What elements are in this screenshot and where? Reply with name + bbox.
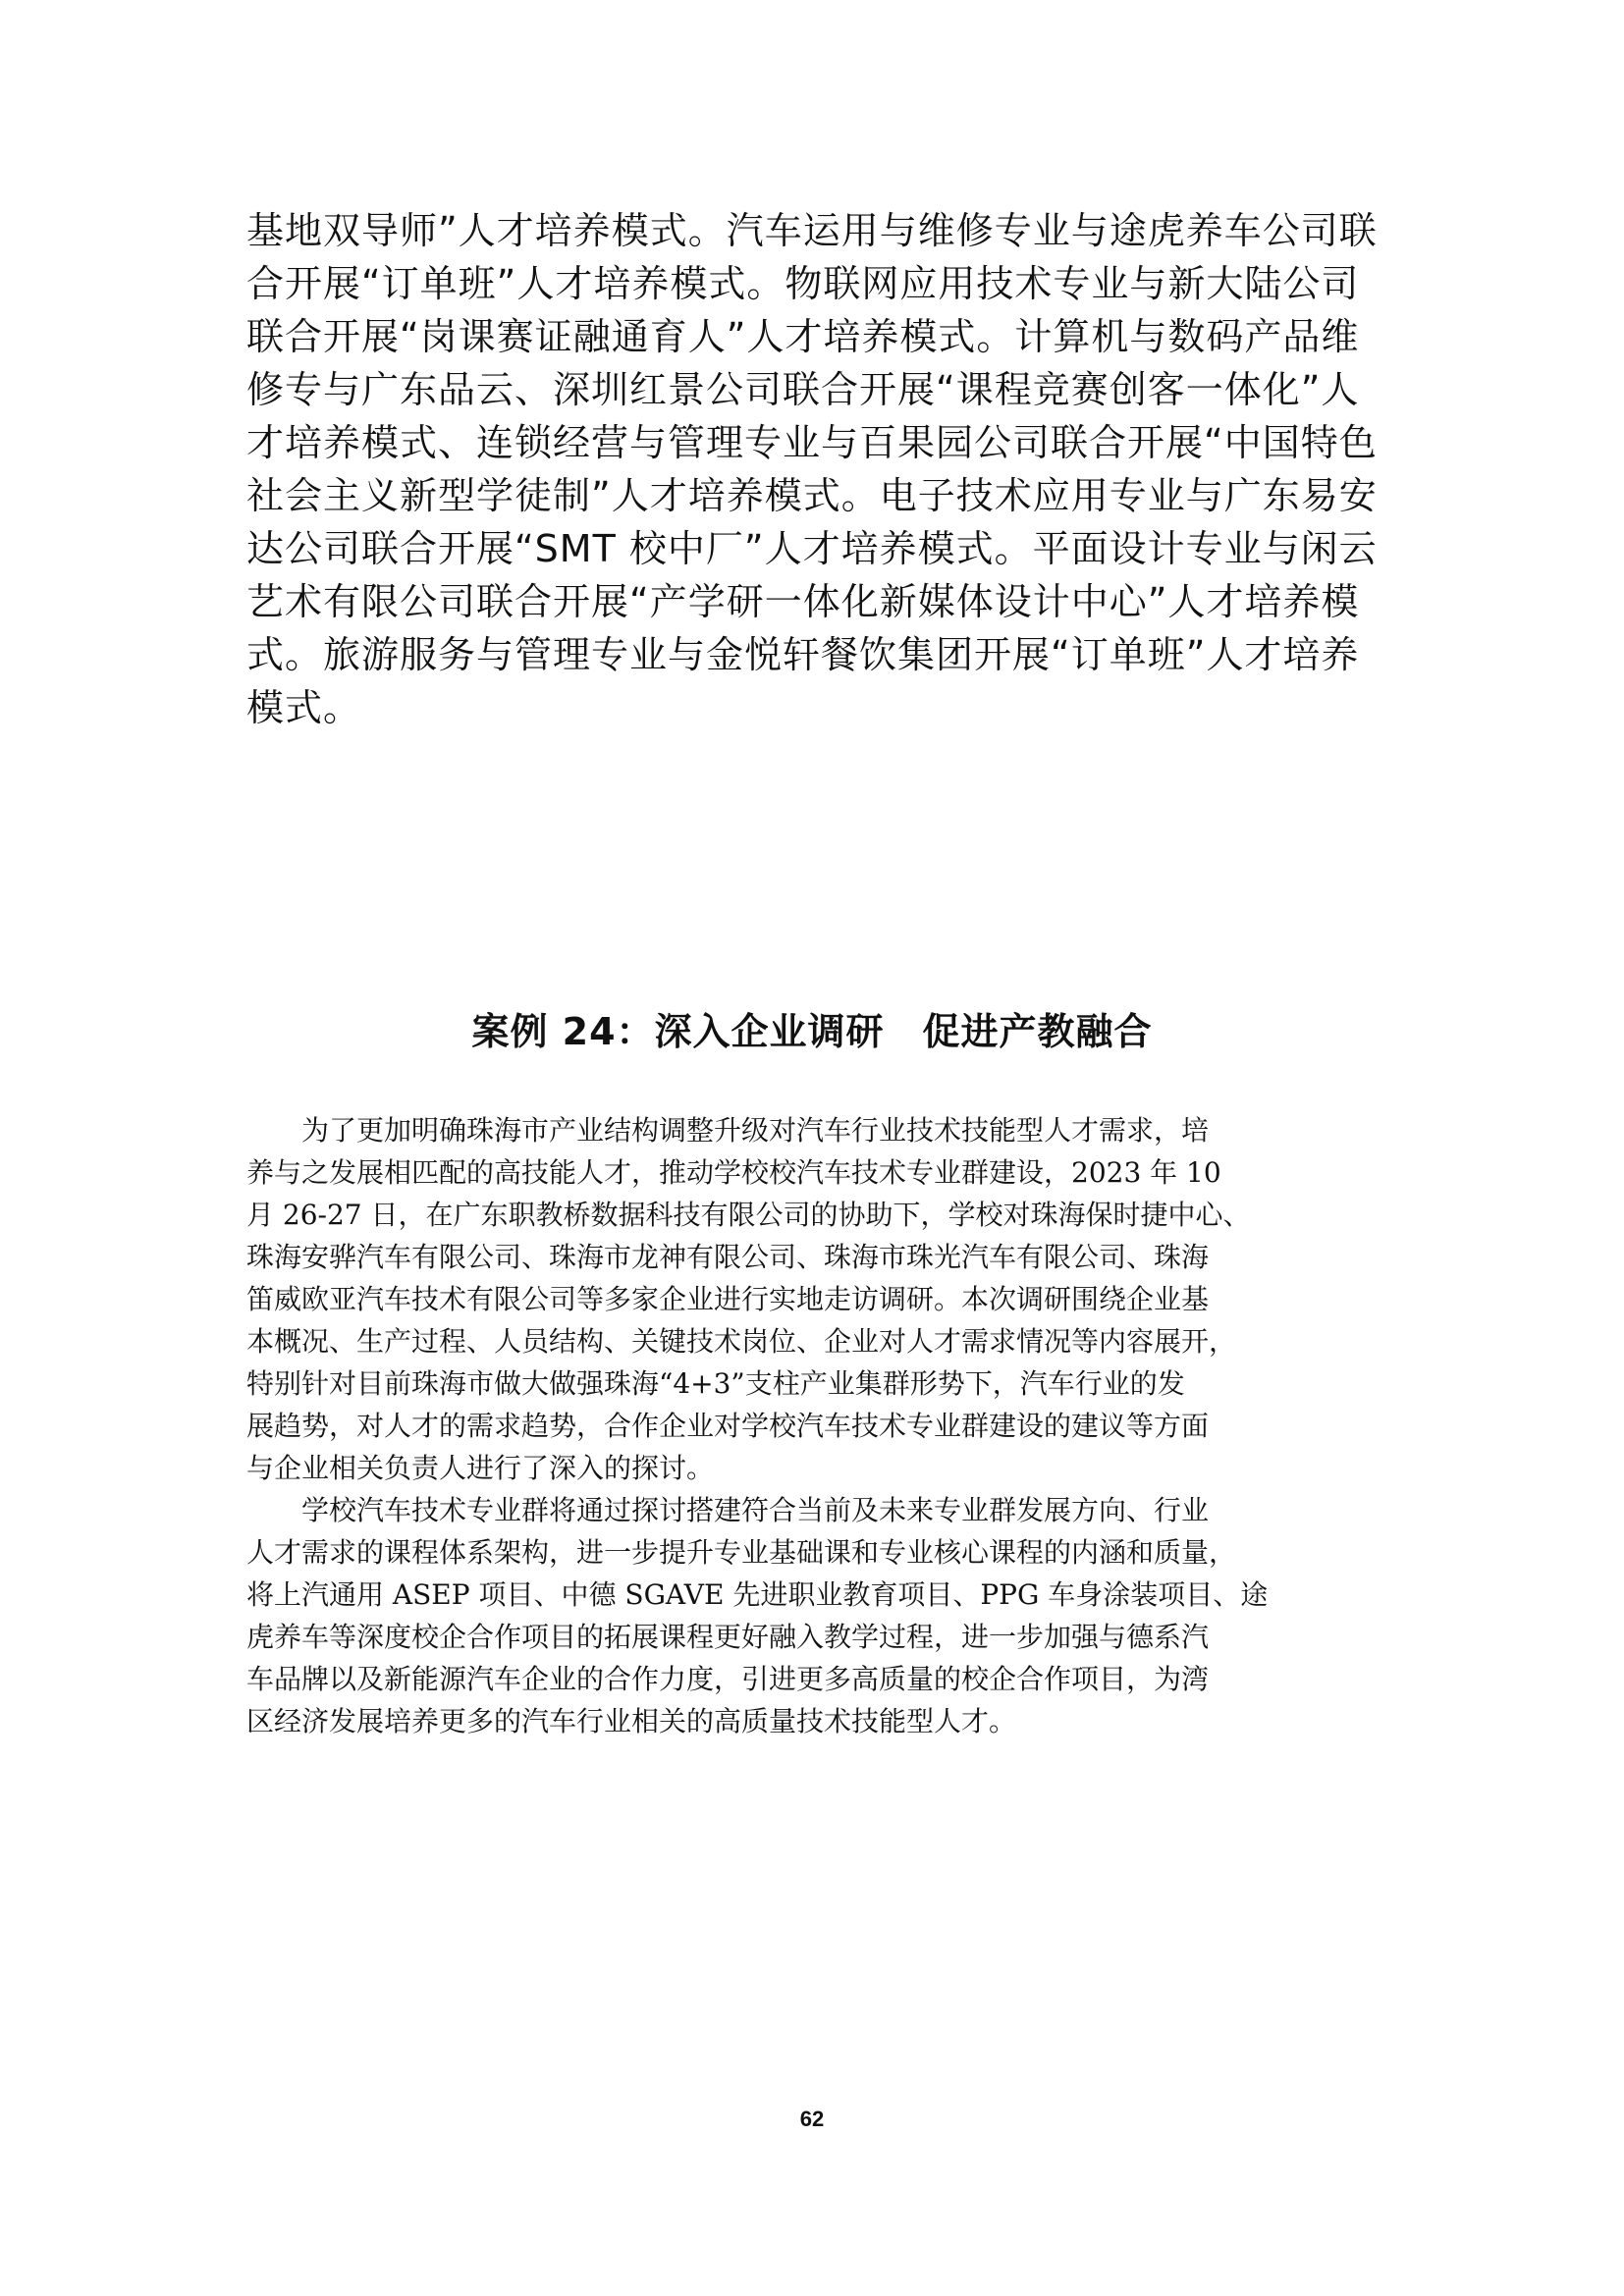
text-line: 模式。 bbox=[246, 686, 362, 729]
text-line: 式。旅游服务与管理专业与金悦轩餐饮集团开展“订单班”人才培养 bbox=[246, 633, 1360, 676]
case-body bbox=[246, 1109, 1405, 1742]
text-line: 才培养模式、连锁经营与管理专业与百果园公司联合开展“中国特色 bbox=[246, 421, 1378, 464]
text-line: 将上汽通用 ASEP 项目、中德 SGAVE 先进职业教育项目、PPG 车身涂装项目、途 bbox=[246, 1578, 1269, 1611]
text-line: 养与之发展相匹配的高技能人才，推动学校校汽车技术专业群建设，2023 年 10 bbox=[246, 1156, 1221, 1189]
text-line: 修专与广东品云、深圳红景公司联合开展“课程竞赛创客一体化”人 bbox=[246, 368, 1360, 411]
text-line: 与企业相关负责人进行了深入的探讨。 bbox=[246, 1452, 715, 1484]
text-line: 本概况、生产过程、人员结构、关键技术岗位、企业对人才需求情况等内容展开， bbox=[246, 1325, 1237, 1358]
text-line: 展趋势，对人才的需求趋势，合作企业对学校汽车技术专业群建设的建议等方面 bbox=[246, 1410, 1210, 1442]
text-line: 月 26-27 日，在广东职教桥数据科技有限公司的协助下，学校对珠海保时捷中心、 bbox=[246, 1199, 1251, 1231]
text-line: 为了更加明确珠海市产业结构调整升级对汽车行业技术技能型人才需求，培 bbox=[246, 1114, 1210, 1147]
intro-paragraph bbox=[246, 204, 1405, 734]
text-line: 达公司联合开展“SMT 校中厂”人才培养模式。平面设计专业与闲云 bbox=[246, 527, 1378, 570]
text-line: 社会主义新型学徒制”人才培养模式。电子技术应用专业与广东易安 bbox=[246, 474, 1378, 517]
text-line: 珠海安骅汽车有限公司、珠海市龙神有限公司、珠海市珠光汽车有限公司、珠海 bbox=[246, 1241, 1210, 1273]
text-line: 区经济发展培养更多的汽车行业相关的高质量技术技能型人才。 bbox=[246, 1705, 1017, 1737]
text-line: 合开展“订单班”人才培养模式。物联网应用技术专业与新大陆公司 bbox=[246, 262, 1360, 305]
text-line: 联合开展“岗课赛证融通育人”人才培养模式。计算机与数码产品维 bbox=[246, 315, 1360, 358]
text-line: 特别针对目前珠海市做大做强珠海“4+3”支柱产业集群形势下，汽车行业的发 bbox=[246, 1367, 1185, 1400]
text-line: 人才需求的课程体系架构，进一步提升专业基础课和专业核心课程的内涵和质量， bbox=[246, 1536, 1237, 1569]
text-line: 车品牌以及新能源汽车企业的合作力度，引进更多高质量的校企合作项目，为湾 bbox=[246, 1663, 1210, 1695]
text-line: 基地双导师”人才培养模式。汽车运用与维修专业与途虎养车公司联 bbox=[246, 209, 1378, 252]
text-line: 艺术有限公司联合开展“产学研一体化新媒体设计中心”人才培养模 bbox=[246, 580, 1360, 623]
text-line: 虎养车等深度校企合作项目的拓展课程更好融入教学过程，进一步加强与德系汽 bbox=[246, 1621, 1210, 1653]
page-number: 62 bbox=[799, 2107, 825, 2131]
text-line: 学校汽车技术专业群将通过探讨搭建符合当前及未来专业群发展方向、行业 bbox=[246, 1494, 1210, 1526]
text-line: 笛威欧亚汽车技术有限公司等多家企业进行实地走访调研。本次调研围绕企业基 bbox=[246, 1283, 1210, 1315]
case-title: 案例 24：深入企业调研 促进产教融合 bbox=[471, 1010, 1153, 1053]
